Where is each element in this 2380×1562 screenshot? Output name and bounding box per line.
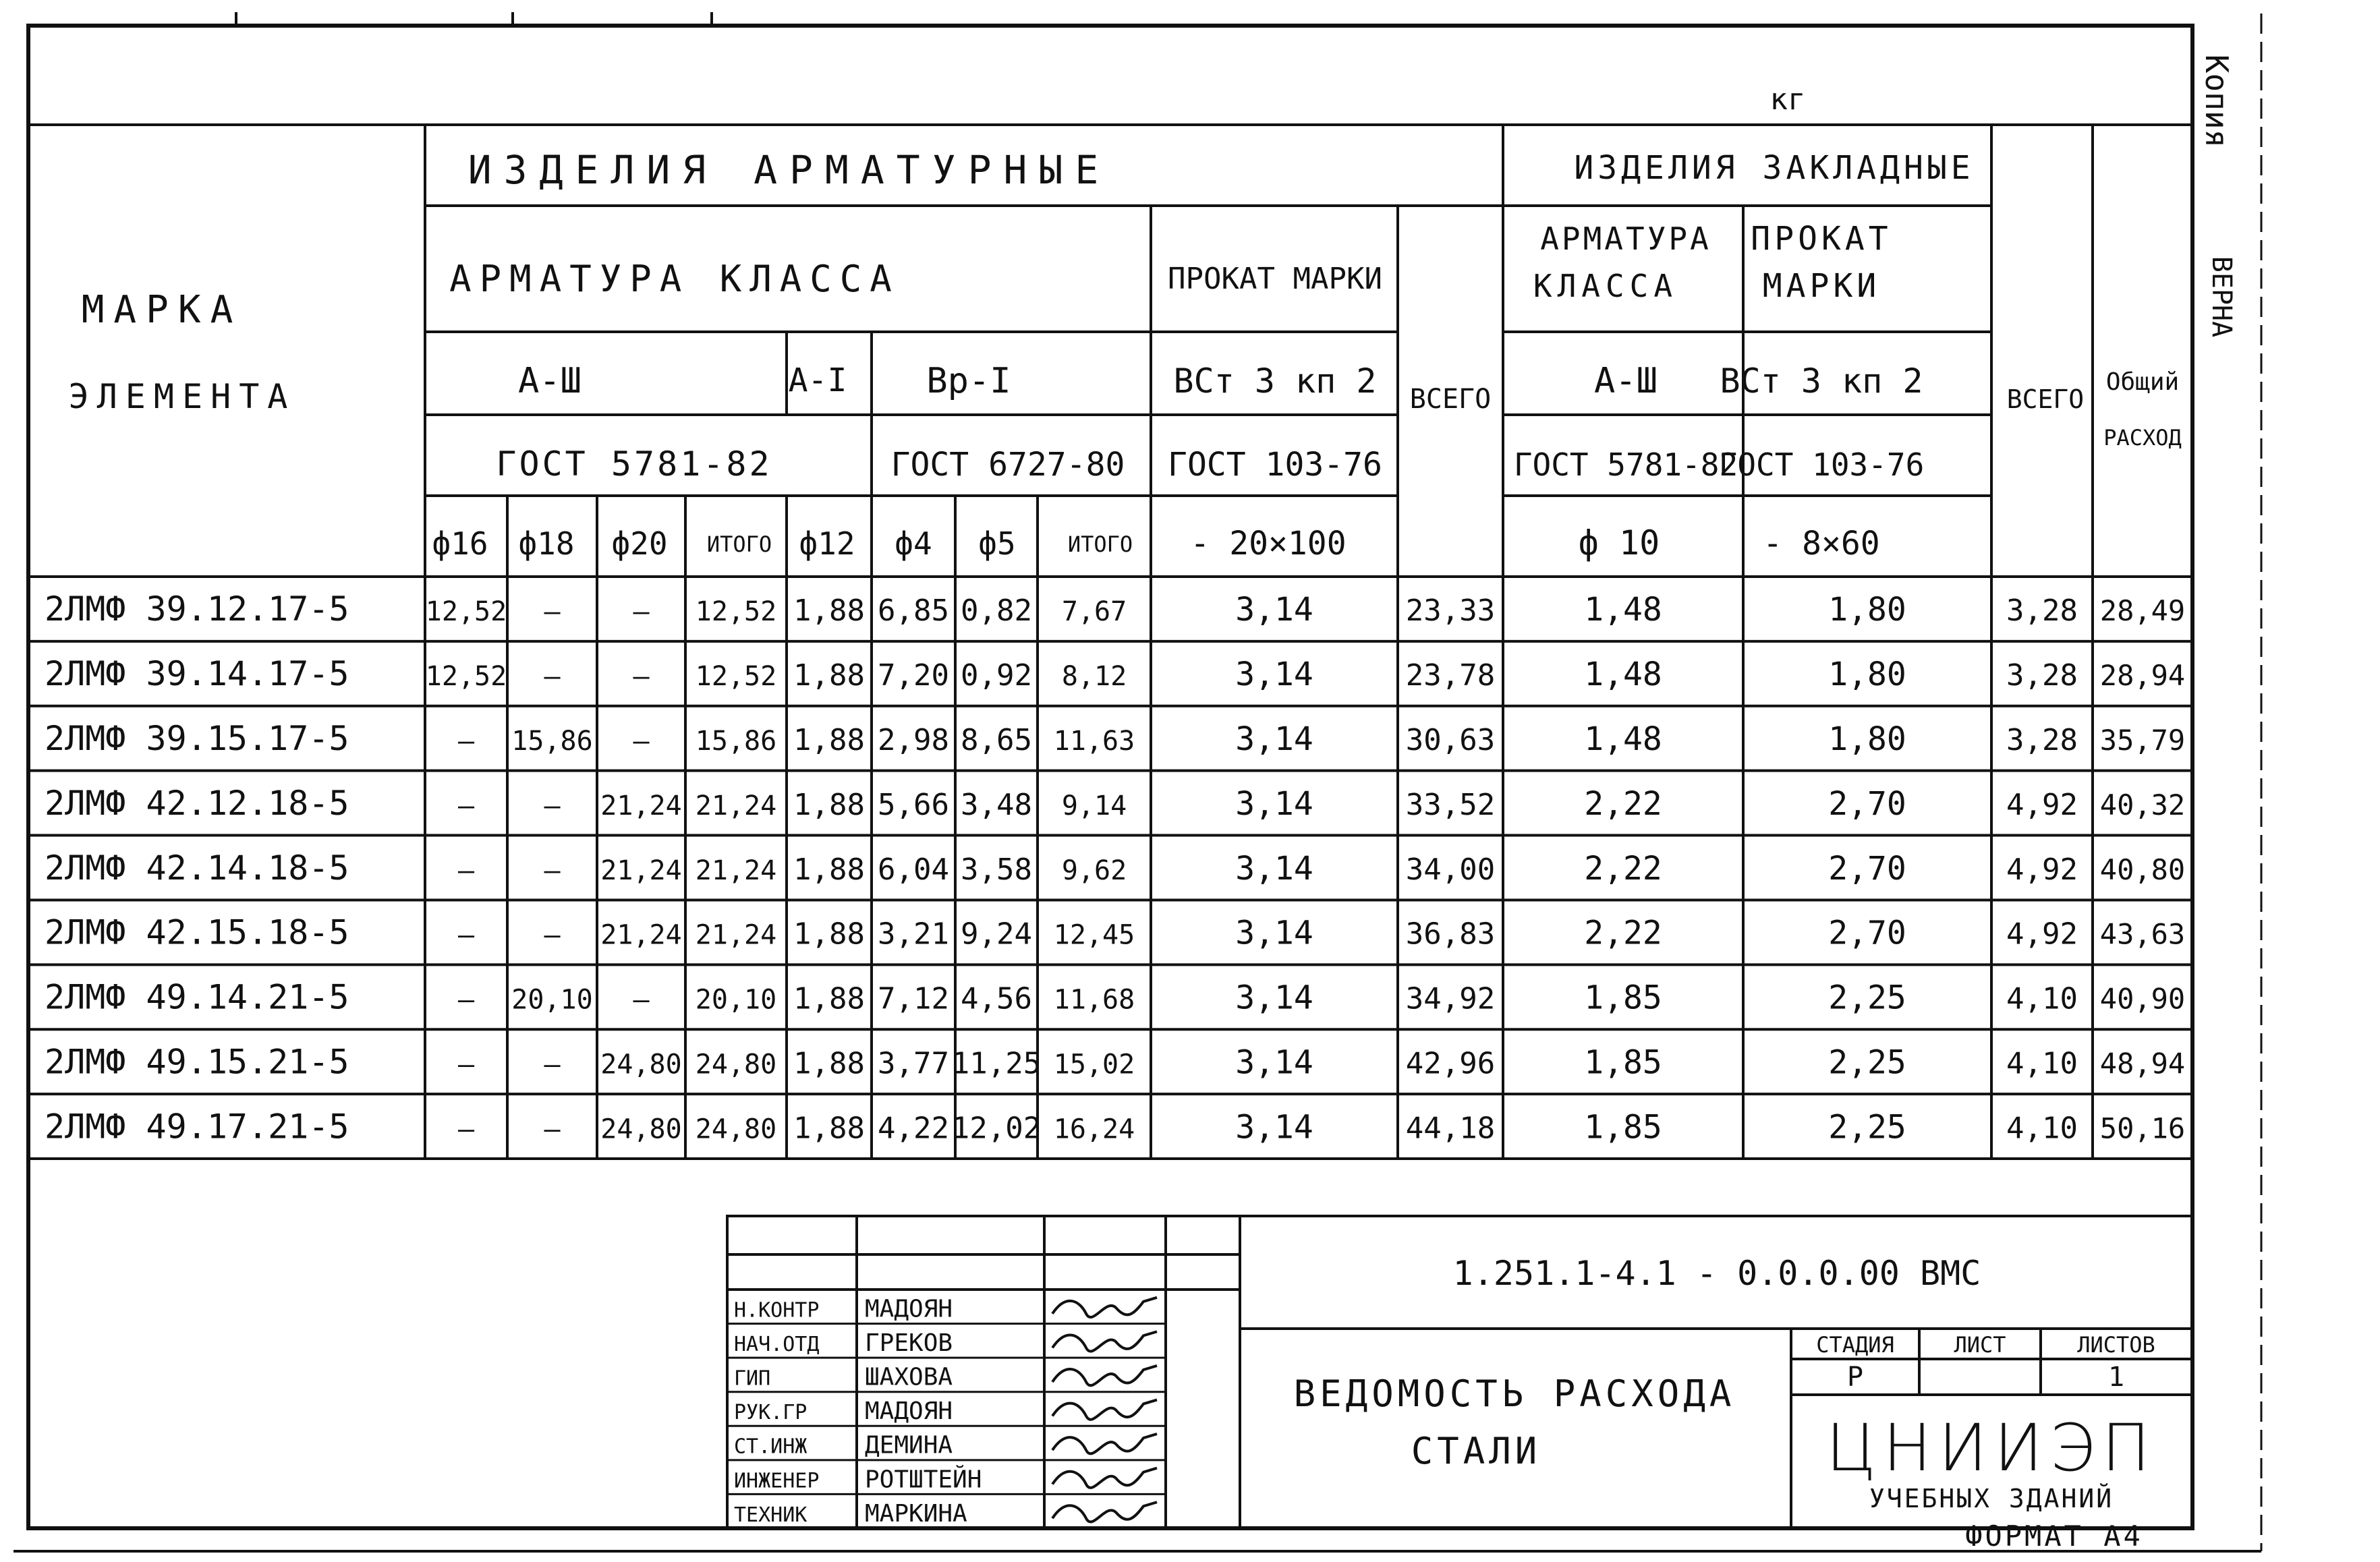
table-cell: 21,24 [695, 855, 777, 886]
table-cell: – [457, 984, 475, 1016]
header-class-a1: А-I [788, 361, 847, 399]
table-cell: 20,10 [511, 984, 593, 1016]
table-cell: 1,48 [1584, 591, 1662, 629]
table-cell: 3,14 [1235, 1108, 1313, 1147]
row-mark-cell: 2ЛМФ 42.15.18-5 [45, 913, 349, 952]
header-zakl-prokat-line2: МАРКИ [1762, 267, 1881, 305]
table-cell: – [544, 1049, 561, 1080]
table-cell: – [457, 855, 475, 886]
table-cell: 35,79 [2099, 723, 2186, 757]
table-cell: – [457, 790, 475, 821]
table-cell: 2,22 [1584, 914, 1662, 952]
header-zakl-grade-vst: ВСт 3 кп 2 [1720, 361, 1923, 401]
table-cell: – [544, 661, 561, 693]
signature-scribble [1052, 1434, 1157, 1453]
table-cell: 4,22 [878, 1111, 949, 1146]
header-itogo-1: ИТОГО [706, 531, 772, 557]
table-cell: 21,24 [600, 919, 682, 951]
table-cell: – [544, 1113, 561, 1145]
stamp-role: СТ.ИНЖ [734, 1435, 808, 1459]
side-verna: ВЕРНА [2206, 256, 2237, 338]
table-cell: 3,48 [961, 787, 1032, 822]
table-cell: 4,92 [2006, 787, 2078, 822]
header-dia-20: ф20 [611, 525, 668, 562]
table-cell: 8,65 [961, 722, 1032, 757]
table-cell: 1,85 [1584, 979, 1662, 1017]
table-cell: 4,92 [2006, 852, 2078, 887]
header-itogo-2: ИТОГО [1067, 531, 1133, 557]
header-obshchiy-line2: РАСХОД [2103, 425, 2182, 451]
stamp-sheets-label: ЛИСТОВ [2077, 1332, 2155, 1358]
table-cell: 3,14 [1235, 849, 1313, 888]
table-cell: 21,24 [600, 855, 682, 886]
stamp-stage-label: СТАДИЯ [1816, 1332, 1894, 1358]
table-cell: 15,86 [695, 725, 777, 757]
row-mark-cell: 2ЛМФ 39.15.17-5 [45, 718, 349, 758]
table-cell: 34,00 [1405, 852, 1496, 887]
table-cell: 2,70 [1828, 914, 1906, 952]
table-cell: – [633, 725, 650, 757]
table-cell: 4,10 [2006, 1046, 2078, 1081]
table-cell: 11,68 [1053, 984, 1135, 1016]
header-vsego: ВСЕГО [1409, 384, 1492, 415]
stamp-org-line2: УЧЕБНЫХ ЗДАНИЙ [1869, 1484, 2114, 1513]
table-cell: 1,88 [793, 917, 865, 952]
header-class-bp1: Вр-I [926, 361, 1011, 401]
table-cell: 2,98 [878, 722, 949, 757]
table-cell: 12,52 [695, 596, 777, 628]
header-zakl-gost-103: ГОСТ 103-76 [1718, 446, 1925, 483]
header-dia-12: ф12 [799, 525, 855, 562]
table-cell: 3,14 [1235, 1043, 1313, 1082]
table-cell: – [457, 1113, 475, 1145]
table-cell: 24,80 [600, 1049, 682, 1080]
row-mark-cell: 2ЛМФ 49.17.21-5 [45, 1107, 349, 1147]
row-mark-cell: 2ЛМФ 49.15.21-5 [45, 1042, 349, 1082]
table-cell: 2,25 [1828, 979, 1906, 1017]
table-cell: 3,14 [1235, 656, 1313, 694]
header-dia-16: ф16 [432, 525, 488, 562]
table-cell: 21,24 [600, 790, 682, 821]
table-cell: 8,12 [1061, 661, 1127, 693]
table-cell: 9,62 [1061, 855, 1127, 886]
table-cell: 21,24 [695, 790, 777, 821]
header-dia-10: ф 10 [1578, 523, 1660, 562]
header-izd-arm: ИЗДЕЛИЯ АРМАТУРНЫЕ [468, 147, 1111, 193]
table-cell: 2,22 [1584, 784, 1662, 823]
table-cell: 16,24 [1053, 1113, 1135, 1145]
table-cell: 11,25 [951, 1046, 1042, 1081]
table-cell: 3,14 [1235, 591, 1313, 629]
stamp-name: МАРКИНА [865, 1499, 967, 1528]
table-cell: 44,18 [1405, 1111, 1496, 1146]
table-cell: 1,48 [1584, 720, 1662, 758]
table-cell: 28,94 [2099, 659, 2186, 693]
table-cell: – [633, 984, 650, 1016]
table-cell: 1,85 [1584, 1043, 1662, 1082]
header-obshchiy-line1: Общий [2105, 368, 2180, 396]
table-cell: – [457, 725, 475, 757]
table-cell: 24,80 [600, 1113, 682, 1145]
table-cell: 30,63 [1405, 722, 1496, 757]
table-cell: 3,58 [961, 852, 1032, 887]
stamp-name: ГРЕКОВ [865, 1329, 953, 1358]
table-cell: 34,92 [1405, 981, 1496, 1016]
table-cell: 6,04 [878, 852, 949, 887]
signature-scribble [1052, 1400, 1157, 1420]
table-cell: 1,80 [1828, 656, 1906, 694]
table-cell: 4,56 [961, 981, 1032, 1016]
header-class-a3: А-Ш [518, 361, 582, 401]
table-cell: 1,88 [793, 722, 865, 757]
table-cell: 40,80 [2099, 852, 2186, 886]
table-cell: 33,52 [1405, 787, 1496, 822]
table-cell: 1,85 [1584, 1108, 1662, 1147]
table-cell: 7,67 [1061, 596, 1127, 628]
header-zakl-prokat-line1: ПРОКАТ [1751, 220, 1892, 258]
table-cell: – [544, 855, 561, 886]
header-zakl-arm-line1: АРМАТУРА [1540, 221, 1711, 257]
header-gost-103: ГОСТ 103-76 [1168, 446, 1382, 484]
table-cell: 5,66 [878, 787, 949, 822]
table-cell: 3,77 [878, 1046, 949, 1081]
row-mark-cell: 2ЛМФ 49.14.21-5 [45, 977, 349, 1017]
table-cell: 15,86 [511, 725, 593, 757]
table-cell: 1,88 [793, 981, 865, 1016]
table-cell: 11,63 [1053, 725, 1135, 757]
table-cell: 7,12 [878, 981, 949, 1016]
table-cell: 2,25 [1828, 1108, 1906, 1147]
table-cell: 1,80 [1828, 591, 1906, 629]
stamp-code: 1.251.1-4.1 - 0.0.0.00 ВМС [1452, 1254, 1981, 1293]
stamp-name: ДЕМИНА [865, 1431, 953, 1459]
table-cell: 2,70 [1828, 784, 1906, 823]
header-izd-zakl: ИЗДЕЛИЯ ЗАКЛАДНЫЕ [1574, 149, 1975, 187]
stamp-role: НАЧ.ОТД [734, 1333, 820, 1357]
table-cell: 4,10 [2006, 981, 2078, 1016]
table-cell: 12,52 [425, 661, 507, 693]
table-cell: – [544, 790, 561, 821]
table-cell: 12,02 [951, 1111, 1042, 1146]
stamp-title-line1: ВЕДОМОСТЬ РАСХОДА [1293, 1372, 1736, 1415]
table-cell: 1,48 [1584, 656, 1662, 694]
table-cell: 23,78 [1405, 658, 1496, 693]
stamp-signature-rows [727, 1295, 1166, 1527]
stamp-name: РОТШТЕЙН [865, 1466, 982, 1494]
table-cell: 9,24 [961, 917, 1032, 952]
table-cell: 1,88 [793, 658, 865, 693]
table-cell: 3,28 [2006, 594, 2078, 629]
table-cell: 24,80 [695, 1113, 777, 1145]
header-prokat-marki: ПРОКАТ МАРКИ [1168, 262, 1382, 296]
table-body [45, 589, 2185, 1146]
table-cell: 3,21 [878, 917, 949, 952]
header-zakl-gost-5781: ГОСТ 5781-82 [1513, 446, 1738, 483]
table-cell: 48,94 [2099, 1047, 2186, 1080]
table-cell: 7,20 [878, 658, 949, 693]
header-gost-6727: ГОСТ 6727-80 [890, 446, 1125, 484]
table-cell: 0,92 [961, 658, 1032, 693]
table-cell: – [544, 919, 561, 951]
table-cell: – [633, 596, 650, 628]
table-cell: 15,02 [1053, 1049, 1135, 1080]
row-mark-cell: 2ЛМФ 39.14.17-5 [45, 654, 349, 694]
table-cell: 24,80 [695, 1049, 777, 1080]
stamp-sheets-value: 1 [2107, 1362, 2125, 1393]
table-cell: 1,88 [793, 852, 865, 887]
stamp-role: Н.КОНТР [734, 1298, 820, 1323]
row-mark-cell: 2ЛМФ 42.14.18-5 [45, 848, 349, 888]
stamp-sheet-label: ЛИСТ [1954, 1332, 2006, 1358]
stamp-format: ФОРМАТ А4 [1965, 1520, 2143, 1553]
table-cell: 2,22 [1584, 849, 1662, 888]
stamp-title-line2: СТАЛИ [1411, 1430, 1541, 1472]
header-dia-18: ф18 [518, 525, 575, 562]
table-cell: 20,10 [695, 984, 777, 1016]
table-cell: 23,33 [1405, 594, 1496, 629]
header-profile-20x100: - 20×100 [1190, 525, 1347, 562]
header-dia-5: ф5 [978, 525, 1016, 562]
stamp-org-line1: ЦНИИЭП [1825, 1410, 2157, 1486]
stamp-name: МАДОЯН [865, 1295, 953, 1323]
table-cell: 3,14 [1235, 979, 1313, 1017]
table-cell: 9,14 [1061, 790, 1127, 821]
header-arm-klassa: АРМАТУРА КЛАССА [449, 258, 900, 300]
table-cell: 0,82 [961, 594, 1032, 629]
stamp-role: ИНЖЕНЕР [734, 1469, 820, 1493]
header-dia-4: ф4 [895, 525, 932, 562]
table-cell: 1,88 [793, 594, 865, 629]
table-cell: 1,88 [793, 1046, 865, 1081]
table-cell: 12,52 [695, 661, 777, 693]
stamp-role: ГИП [734, 1366, 771, 1391]
table-cell: 50,16 [2099, 1111, 2186, 1145]
table-cell: 40,90 [2099, 982, 2186, 1016]
table-cell: 3,28 [2006, 658, 2078, 693]
table-cell: 3,28 [2006, 722, 2078, 757]
table-cell: 3,14 [1235, 784, 1313, 823]
header-profile-8x60: - 8×60 [1763, 525, 1880, 562]
table-cell: – [544, 596, 561, 628]
signature-scribble [1052, 1298, 1157, 1317]
table-cell: 28,49 [2099, 594, 2186, 628]
table-cell: 43,63 [2099, 917, 2186, 951]
table-cell: 36,83 [1405, 917, 1496, 952]
table-cell: 12,52 [425, 596, 507, 628]
header-gost-5781: ГОСТ 5781-82 [496, 444, 772, 484]
side-kopiya: Копия [2199, 54, 2235, 148]
table-cell: 3,14 [1235, 914, 1313, 952]
stamp-role: РУК.ГР [734, 1401, 808, 1425]
header-mark-line1: МАРКА [81, 288, 243, 332]
table-cell: 40,32 [2099, 788, 2186, 821]
header-zakl-class-a3: А-Ш [1594, 361, 1658, 401]
table-cell: 6,85 [878, 594, 949, 629]
header-grade-vst: ВСт 3 кп 2 [1173, 361, 1377, 401]
header-vsego2: ВСЕГО [2006, 384, 2085, 414]
unit-label: кг [1769, 82, 1806, 117]
header-mark-line2: ЭЛЕМЕНТА [68, 377, 296, 416]
table-cell: 2,25 [1828, 1043, 1906, 1082]
table-cell: 42,96 [1405, 1046, 1496, 1081]
table-cell: 12,45 [1053, 919, 1135, 951]
signature-scribble [1052, 1366, 1157, 1385]
table-cell: 1,88 [793, 1111, 865, 1146]
table-cell: 21,24 [695, 919, 777, 951]
table-cell: 2,70 [1828, 849, 1906, 888]
table-cell: 4,10 [2006, 1111, 2078, 1146]
stamp-role: ТЕХНИК [734, 1503, 808, 1527]
table-cell: – [633, 661, 650, 693]
header-zakl-arm-line2: КЛАССА [1533, 268, 1678, 304]
stamp-name: МАДОЯН [865, 1397, 953, 1426]
signature-scribble [1052, 1331, 1157, 1351]
stamp-stage-value: Р [1846, 1362, 1864, 1393]
signature-scribble [1052, 1502, 1157, 1522]
table-cell: 1,88 [793, 787, 865, 822]
row-mark-cell: 2ЛМФ 42.12.18-5 [45, 783, 349, 823]
stamp-name: ШАХОВА [865, 1363, 953, 1391]
table-cell: 1,80 [1828, 720, 1906, 758]
signature-scribble [1052, 1468, 1157, 1488]
row-mark-cell: 2ЛМФ 39.12.17-5 [45, 589, 349, 629]
table-cell: 4,92 [2006, 917, 2078, 952]
table-cell: – [457, 1049, 475, 1080]
table-cell: – [457, 919, 475, 951]
table-cell: 3,14 [1235, 720, 1313, 758]
